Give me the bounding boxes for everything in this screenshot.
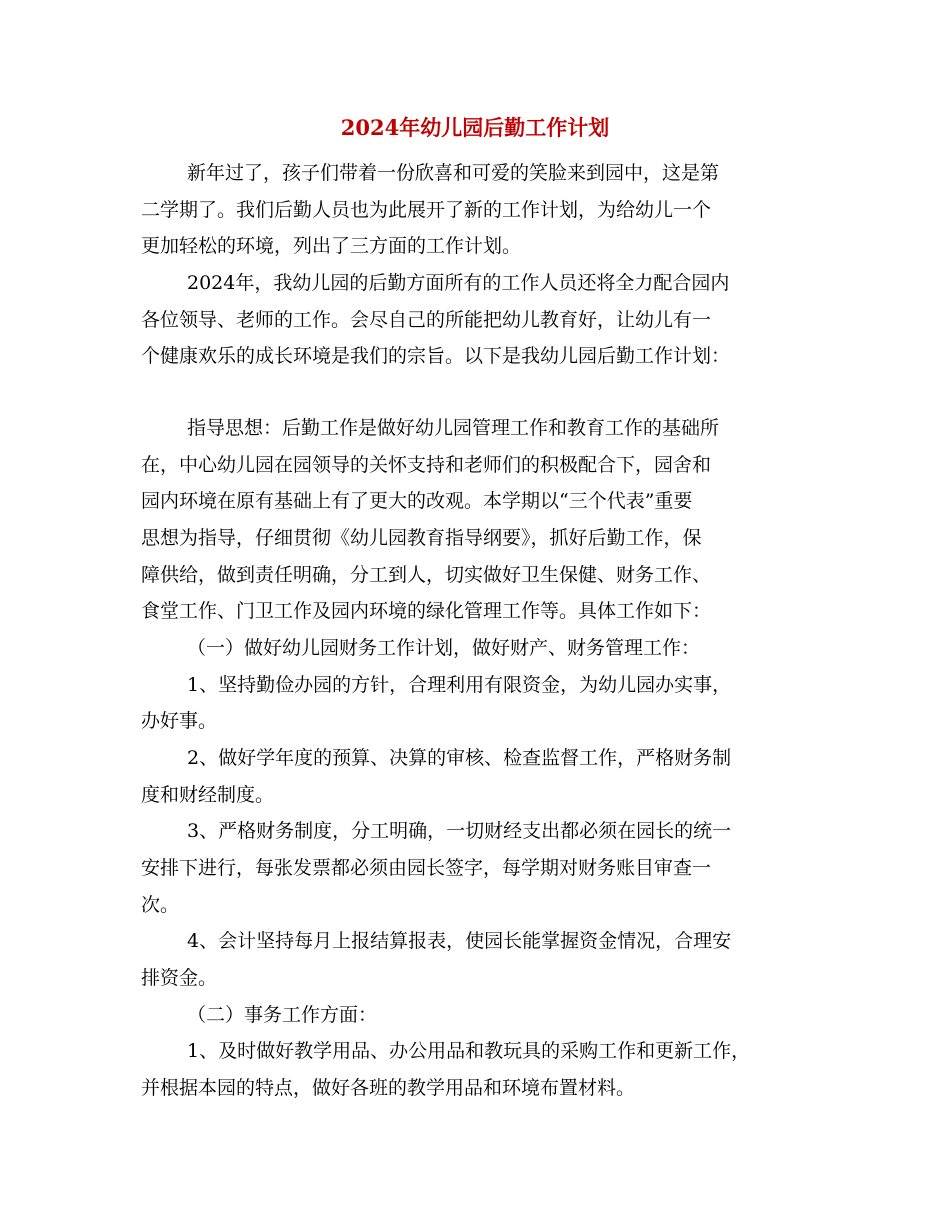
text-line: 指导思想：后勤工作是做好幼儿园管理工作和教育工作的基础所 (187, 417, 720, 439)
text-line: 1、坚持勤俭办园的方针，合理利用有限资金，为幼儿园办实事， (187, 674, 732, 696)
text-line: 2024年，我幼儿园的后勤方面所有的工作人员还将全力配合园内 (187, 272, 730, 294)
text-line: 园内环境在原有基础上有了更大的改观。本学期以“三个代表”重要 (141, 490, 693, 512)
text-line: 3、严格财务制度，分工明确，一切财经支出都必须在园长的统一 (187, 820, 732, 842)
text-line: 障供给，做到责任明确，分工到人，切实做好卫生保健、财务工作、 (141, 564, 712, 586)
text-line: 4、会计坚持每月上报结算报表，使园长能掌握资金情况，合理安 (187, 930, 732, 952)
text-line: 排资金。 (141, 967, 218, 989)
text-line: 安排下进行，每张发票都必须由园长签字，每学期对财务账目审查一 (141, 857, 712, 879)
section-heading: （二）事务工作方面： (187, 1004, 378, 1026)
text-line: 在，中心幼儿园在园领导的关怀支持和老师们的积极配合下，园舍和 (141, 454, 712, 476)
text-line: 度和财经制度。 (141, 784, 275, 806)
text-line: 思想为指导，仔细贯彻《幼儿园教育指导纲要》，抓好后勤工作，保 (141, 527, 702, 549)
text-line: 并根据本园的特点，做好各班的教学用品和环境布置材料。 (141, 1077, 636, 1099)
text-line: 1、及时做好教学用品、办公用品和教玩具的采购工作和更新工作， (187, 1040, 751, 1062)
text-line: 2、做好学年度的预算、决算的审核、检查监督工作，严格财务制 (187, 747, 732, 769)
text-line: 个健康欢乐的成长环境是我们的宗旨。以下是我幼儿园后勤工作计划： (141, 345, 731, 367)
text-line: 食堂工作、门卫工作及园内环境的绿化管理工作等。具体工作如下： (141, 600, 712, 622)
text-line: 办好事。 (141, 710, 218, 732)
text-line: 次。 (141, 894, 180, 916)
text-line: 二学期了。我们后勤人员也为此展开了新的工作计划，为给幼儿一个 (141, 199, 712, 221)
section-heading: （一）做好幼儿园财务工作计划，做好财产、财务管理工作： (187, 637, 701, 659)
text-line: 各位领导、老师的工作。会尽自己的所能把幼儿教育好，让幼儿有一 (141, 309, 712, 331)
text-line: 新年过了，孩子们带着一份欣喜和可爱的笑脸来到园中，这是第 (187, 162, 720, 184)
document-title: 2024年幼儿园后勤工作计划 (340, 115, 610, 140)
text-line: 更加轻松的环境，列出了三方面的工作计划。 (141, 235, 522, 257)
